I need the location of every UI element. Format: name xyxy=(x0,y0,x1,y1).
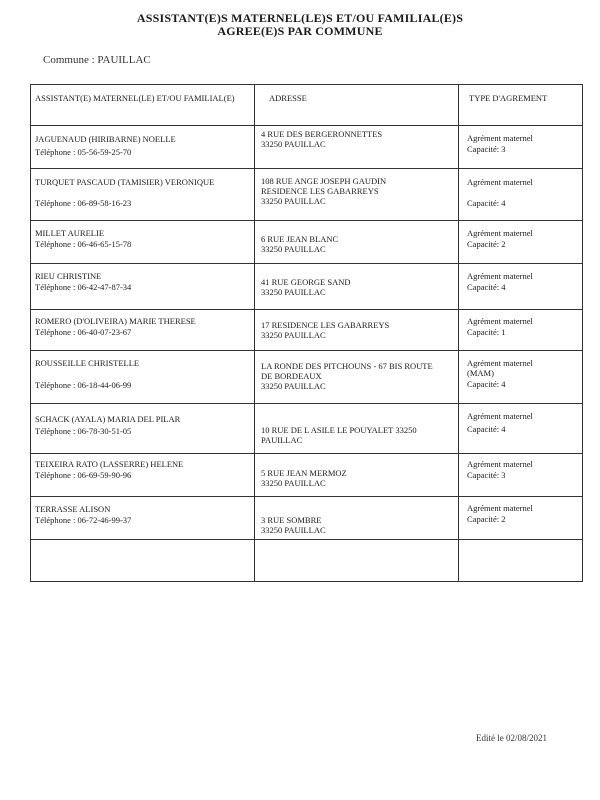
assistant-phone: Téléphone : 06-46-65-15-78 xyxy=(35,239,132,249)
address-line: 33250 PAUILLAC xyxy=(261,244,326,254)
empty-cell xyxy=(459,540,583,582)
table-header-row xyxy=(31,85,583,126)
commune-label: Commune : PAUILLAC xyxy=(43,54,151,66)
table-row xyxy=(31,404,583,454)
assistant-cell xyxy=(31,404,255,454)
assistant-name: ROUSSEILLE CHRISTELLE xyxy=(35,358,140,368)
address-line: 108 RUE ANGE JOSEPH GAUDIN xyxy=(261,176,387,186)
assistant-cell xyxy=(31,264,255,310)
agreement-type: Agrément maternel xyxy=(467,271,533,281)
agreement-type: Agrément maternel xyxy=(467,228,533,238)
table-row xyxy=(31,454,583,497)
assistant-cell xyxy=(31,310,255,351)
address-line: 10 RUE DE L ASILE LE POUYALET 33250 xyxy=(261,425,417,435)
agreement-type: Agrément maternel xyxy=(467,503,533,513)
column-header-address: ADRESSE xyxy=(255,85,459,126)
document-title xyxy=(0,12,600,38)
assistant-phone: Téléphone : 06-72-46-99-37 xyxy=(35,515,132,525)
assistant-name: JAGUENAUD (HIRIBARNE) NOELLE xyxy=(35,134,176,144)
assistant-cell xyxy=(31,497,255,540)
address-line: RESIDENCE LES GABARREYS xyxy=(261,186,379,196)
agreement-cell xyxy=(459,351,583,404)
assistant-name: TERRASSE ALISON xyxy=(35,504,111,514)
table-row xyxy=(31,264,583,310)
assistant-name: ROMERO (D'OLIVEIRA) MARIE THERESE xyxy=(35,316,196,326)
table-row xyxy=(31,351,583,404)
agreement-type: Agrément maternel xyxy=(467,459,533,469)
column-header-assistant: ASSISTANT(E) MATERNEL(LE) ET/OU FAMILIAL(E) xyxy=(31,85,255,126)
table-row xyxy=(31,221,583,264)
agreement-capacity: Capacité: 3 xyxy=(467,470,506,480)
address-cell xyxy=(255,404,459,454)
agreement-type: Agrément maternel xyxy=(467,316,533,326)
address-cell xyxy=(255,221,459,264)
address-cell xyxy=(255,310,459,351)
column-header-type: TYPE D'AGREMENT xyxy=(459,85,583,126)
address-cell xyxy=(255,351,459,404)
assistant-name: MILLET AURELIE xyxy=(35,228,105,238)
assistant-phone: Téléphone : 06-18-44-06-99 xyxy=(35,380,132,390)
address-line: 33250 PAUILLAC xyxy=(261,381,326,391)
agreement-capacity: Capacité: 1 xyxy=(467,327,506,337)
assistant-cell xyxy=(31,351,255,404)
address-line: 3 RUE SOMBRE xyxy=(261,515,322,525)
assistant-phone: Téléphone : 05-56-59-25-70 xyxy=(35,147,132,157)
table-row xyxy=(31,310,583,351)
childminders-table xyxy=(30,84,583,582)
table-row xyxy=(31,126,583,169)
assistant-cell xyxy=(31,126,255,169)
address-cell xyxy=(255,454,459,497)
table-body xyxy=(31,126,583,582)
assistant-name: TEIXEIRA RATO (LASSERRE) HELENE xyxy=(35,459,184,469)
assistant-cell xyxy=(31,454,255,497)
agreement-cell xyxy=(459,404,583,454)
address-line: LA RONDE DES PITCHOUNS - 67 BIS ROUTE xyxy=(261,361,433,371)
agreement-capacity: Capacité: 4 xyxy=(467,379,506,389)
title-line-2: AGREE(E)S PAR COMMUNE xyxy=(217,24,383,38)
address-line: 4 RUE DES BERGERONNETTES xyxy=(261,129,383,139)
address-line: 33250 PAUILLAC xyxy=(261,287,326,297)
empty-cell xyxy=(31,540,255,582)
agreement-cell xyxy=(459,454,583,497)
address-line: 33250 PAUILLAC xyxy=(261,330,326,340)
assistant-cell xyxy=(31,169,255,221)
empty-cell xyxy=(255,540,459,582)
agreement-capacity: Capacité: 3 xyxy=(467,144,506,154)
address-line: 33250 PAUILLAC xyxy=(261,478,326,488)
address-line: 33250 PAUILLAC xyxy=(261,525,326,535)
agreement-capacity: Capacité: 4 xyxy=(467,282,506,292)
assistant-phone: Téléphone : 06-69-59-90-96 xyxy=(35,470,132,480)
assistant-name: SCHACK (AYALA) MARIA DEL PILAR xyxy=(35,414,181,424)
empty-row xyxy=(31,540,583,582)
address-line: 33250 PAUILLAC xyxy=(261,196,326,206)
address-cell xyxy=(255,126,459,169)
assistant-name: TURQUET PASCAUD (TAMISIER) VERONIQUE xyxy=(35,177,215,187)
agreement-cell xyxy=(459,310,583,351)
agreement-capacity: Capacité: 2 xyxy=(467,239,506,249)
assistant-phone: Téléphone : 06-89-58-16-23 xyxy=(35,198,132,208)
assistant-phone: Téléphone : 06-40-07-23-67 xyxy=(35,327,132,337)
agreement-type: Agrément maternel (MAM) xyxy=(467,358,533,378)
agreement-type: Agrément maternel xyxy=(467,411,533,421)
address-line: PAUILLAC xyxy=(261,435,303,445)
address-line: 33250 PAUILLAC xyxy=(261,139,326,149)
agreement-capacity: Capacité: 4 xyxy=(467,424,506,434)
agreement-cell xyxy=(459,169,583,221)
address-line: DE BORDEAUX xyxy=(261,371,322,381)
address-line: 6 RUE JEAN BLANC xyxy=(261,234,339,244)
table-row xyxy=(31,497,583,540)
address-cell xyxy=(255,169,459,221)
agreement-capacity: Capacité: 4 xyxy=(467,198,506,208)
agreement-type: Agrément maternel xyxy=(467,133,533,143)
assistant-cell xyxy=(31,221,255,264)
agreement-capacity: Capacité: 2 xyxy=(467,514,506,524)
address-line: 17 RESIDENCE LES GABARREYS xyxy=(261,320,390,330)
agreement-type: Agrément maternel xyxy=(467,177,533,187)
assistant-phone: Téléphone : 06-78-30-51-05 xyxy=(35,426,132,436)
agreement-cell xyxy=(459,264,583,310)
edition-date: Edité le 02/08/2021 xyxy=(476,733,547,743)
address-line: 5 RUE JEAN MERMOZ xyxy=(261,468,347,478)
assistant-phone: Téléphone : 06-42-47-87-34 xyxy=(35,282,132,292)
assistant-name: RIEU CHRISTINE xyxy=(35,271,102,281)
agreement-cell xyxy=(459,126,583,169)
title-line-1: ASSISTANT(E)S MATERNEL(LE)S ET/OU FAMILIAL(E)S xyxy=(136,11,464,25)
table-row xyxy=(31,169,583,221)
agreement-cell xyxy=(459,497,583,540)
address-cell xyxy=(255,264,459,310)
agreement-cell xyxy=(459,221,583,264)
address-cell xyxy=(255,497,459,540)
address-line: 41 RUE GEORGE SAND xyxy=(261,277,351,287)
